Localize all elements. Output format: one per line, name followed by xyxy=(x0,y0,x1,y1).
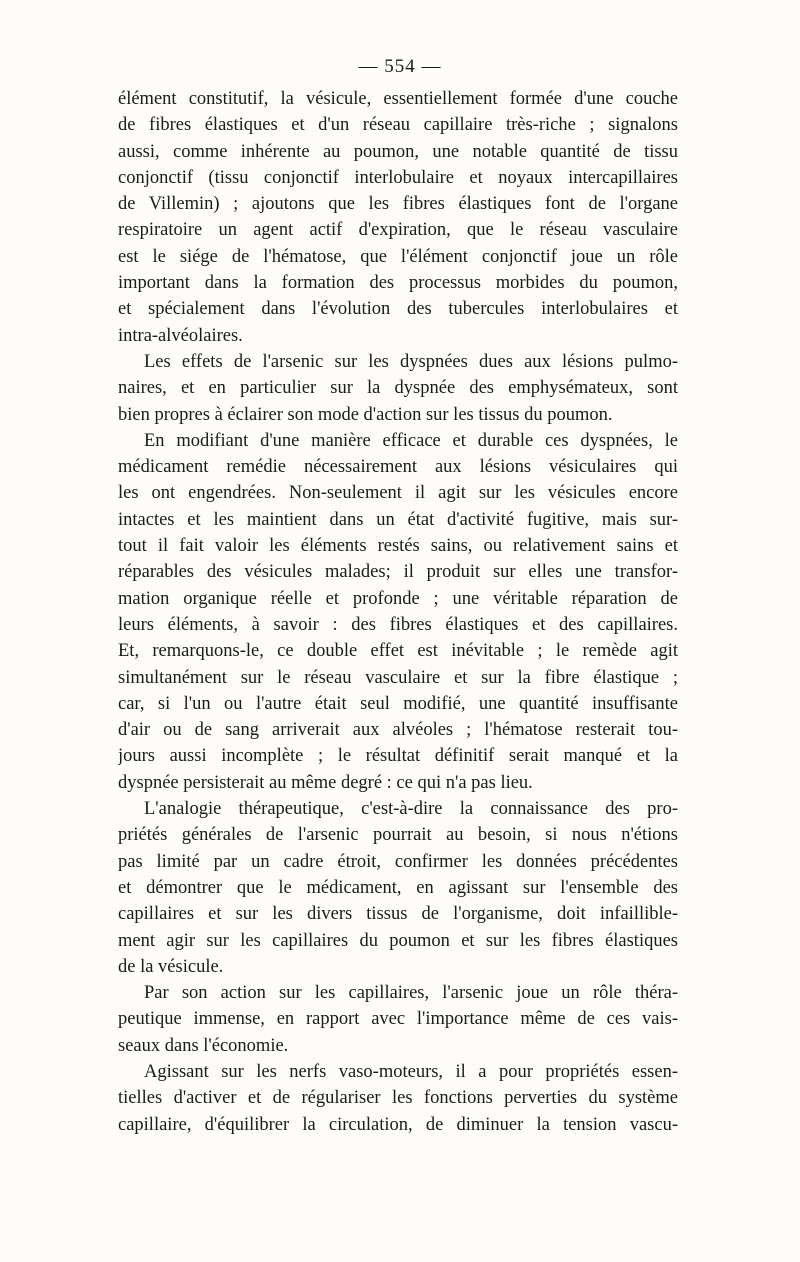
text-line: et spécialement dans l'évolution des tubercules interlobulaires et xyxy=(118,299,678,320)
text-line: tout il fait valoir les éléments restés sains, ou relativement sains et xyxy=(118,536,678,557)
text-line: de Villemin) ; ajoutons que les fibres élastiques font de l'organe xyxy=(118,194,678,215)
text-line: seaux dans l'économie. xyxy=(118,1035,289,1056)
text-line: pas limité par un cadre étroit, confirmer les données précédentes xyxy=(118,851,678,872)
text-line: est le siége de l'hématose, que l'élément conjonctif joue un rôle xyxy=(118,246,678,267)
text-line: car, si l'un ou l'autre était seul modifié, une quantité insuffisante xyxy=(118,693,678,714)
text-line: priétés générales de l'arsenic pourrait au besoin, si nous n'étions xyxy=(118,825,678,846)
text-line: jours aussi incomplète ; le résultat définitif serait manqué et la xyxy=(118,746,678,767)
text-line: bien propres à éclairer son mode d'action sur les tissus du poumon. xyxy=(118,404,613,425)
text-line: peutique immense, en rapport avec l'importance même de ces vais- xyxy=(118,1009,678,1030)
paragraph-start-line: Agissant sur les nerfs vaso-moteurs, il a pour propriétés essen- xyxy=(144,1061,678,1082)
body-text xyxy=(118,86,678,1138)
text-line: élément constitutif, la vésicule, essentiellement formée d'une couche xyxy=(118,89,678,109)
text-line: Et, remarquons-le, ce double effet est inévitable ; le remède agit xyxy=(118,641,678,662)
paragraph-start-line: Les effets de l'arsenic sur les dyspnées dues aux lésions pulmo- xyxy=(144,351,678,372)
text-line: intra-alvéolaires. xyxy=(118,325,243,346)
text-line: d'air ou de sang arriverait aux alvéoles ; l'hématose resterait tou- xyxy=(118,720,678,741)
text-line: naires, et en particulier sur la dyspnée des emphysémateux, sont xyxy=(118,378,678,399)
text-line: capillaires et sur les divers tissus de l'organisme, doit infaillible- xyxy=(118,904,678,925)
text-line: simultanément sur le réseau vasculaire et sur la fibre élastique ; xyxy=(118,667,678,688)
text-line: et démontrer que le médicament, en agissant sur l'ensemble des xyxy=(118,877,678,898)
text-line: important dans la formation des processus morbides du poumon, xyxy=(118,273,678,294)
text-line: tielles d'activer et de régulariser les fonctions perverties du système xyxy=(118,1088,678,1109)
paragraph-start-line: L'analogie thérapeutique, c'est-à-dire la connaissance des pro- xyxy=(144,799,678,820)
text-line: réparables des vésicules malades; il produit sur elles une transfor- xyxy=(118,562,678,583)
text-line: les ont engendrées. Non-seulement il agit sur les vésicules encore xyxy=(118,483,678,504)
text-line: ment agir sur les capillaires du poumon et sur les fibres élastiques xyxy=(118,930,678,951)
text-line: médicament remédie nécessairement aux lésions vésiculaires qui xyxy=(118,457,678,478)
paragraph-start-line: En modifiant d'une manière efficace et durable ces dyspnées, le xyxy=(144,430,678,451)
text-line: de la vésicule. xyxy=(118,956,224,977)
text-line: mation organique réelle et profonde ; une véritable réparation de xyxy=(118,588,678,609)
text-line: capillaire, d'équilibrer la circulation, de diminuer la tension vascu- xyxy=(118,1114,678,1135)
text-line: respiratoire un agent actif d'expiration, que le réseau vasculaire xyxy=(118,220,678,241)
text-line: aussi, comme inhérente au poumon, une notable quantité de tissu xyxy=(118,141,678,162)
text-line: conjonctif (tissu conjonctif interlobulaire et noyaux intercapillaires xyxy=(118,167,678,188)
paragraph-start-line: Par son action sur les capillaires, l'arsenic joue un rôle théra- xyxy=(144,983,678,1004)
page-number: — 554 — xyxy=(358,56,442,77)
text-line: dyspnée persisterait au même degré : ce qui n'a pas lieu. xyxy=(118,772,533,793)
text-line: leurs éléments, à savoir : des fibres élastiques et des capillaires. xyxy=(118,614,678,635)
text-line: de fibres élastiques et d'un réseau capillaire très-riche ; signalons xyxy=(118,115,678,136)
text-line: intactes et les maintient dans un état d'activité fugitive, mais sur- xyxy=(118,509,678,530)
